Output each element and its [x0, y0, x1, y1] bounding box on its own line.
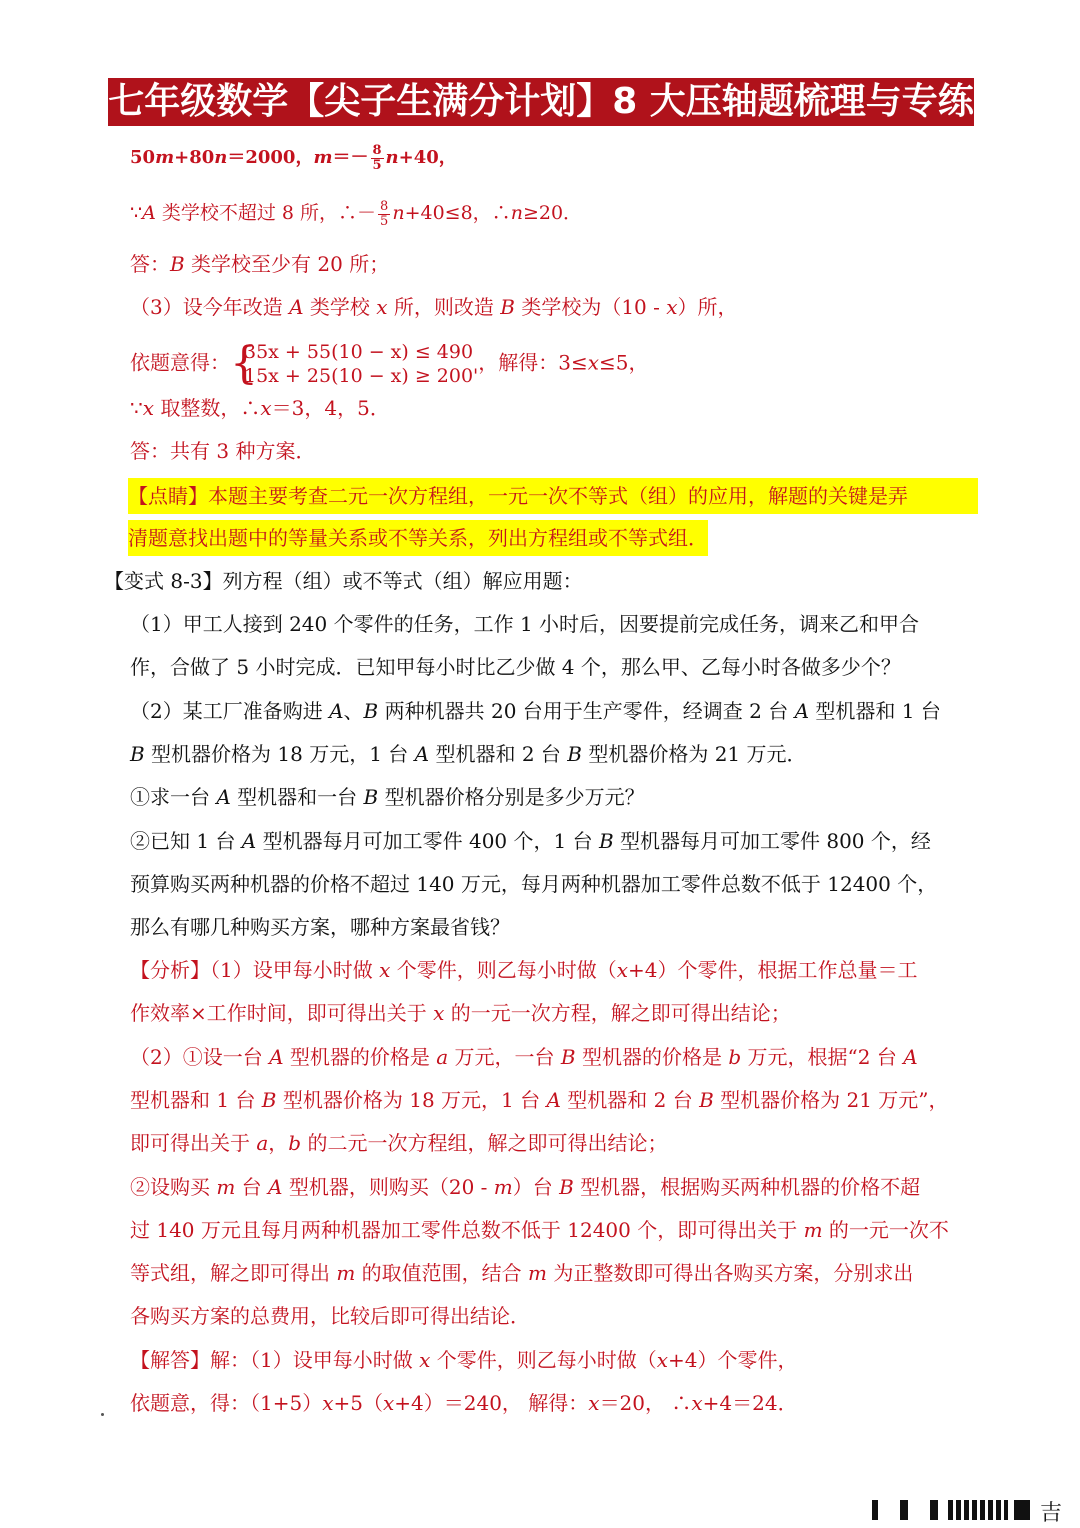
analysis-line-4: 型机器和 1 台 B 型机器价格为 18 万元，1 台 A 型机器和 2 台 B 型机器价格为 21 万元”， [130, 1088, 949, 1112]
solution-line-5: 依题意得： { 35x + 55(10 − x) ≤ 490 15x + 25(10 − x) ≥ 200' ，解得：3≤x≤5， [130, 338, 649, 389]
analysis-line-2: 作效率×工作时间，即可得出关于 x 的一元一次方程，解之即可得出结论； [130, 1001, 791, 1025]
watermark-bar [872, 1500, 878, 1520]
watermark-bar [948, 1500, 1008, 1520]
stray-mark [101, 1413, 104, 1416]
answer-line-2: 依题意，得：（1+5）x+5（x+4）＝240， 解得：x＝20， ∴x+4＝24． [130, 1391, 798, 1415]
analysis-line-5: 即可得出关于 a，b 的二元一次方程组，解之即可得出结论； [130, 1131, 668, 1155]
analysis-line-6: ②设购买 m 台 A 型机器，则购买（20 - m）台 B 型机器，根据购买两种机器的价格不超 [130, 1175, 921, 1199]
question-2-line-1: （2）某工厂准备购进 A、B 两种机器共 20 台用于生产零件，经调查 2 台 A 型机器和 1 台 [130, 699, 941, 723]
answer-line-1: 【解答】解：（1）设甲每小时做 x 个零件，则乙每小时做（x+4）个零件， [130, 1348, 798, 1372]
bottom-watermark [872, 1500, 1063, 1526]
solution-line-4: （3）设今年改造 A 类学校 x 所，则改造 B 类学校为（10 - x）所， [130, 295, 738, 319]
question-1-line-2: 作，合做了 5 小时完成．已知甲每小时比乙少做 4 个，那么甲、乙每小时各做多少个？ [130, 655, 901, 679]
solution-line-1: 50m+80n＝2000，m＝－ $\frac{8}{5}$ n+40， [130, 142, 457, 173]
watermark-bar [930, 1500, 938, 1520]
solution-line-3: 答：B 类学校至少有 20 所； [130, 252, 390, 276]
analysis-line-8: 等式组，解之即可得出 m 的取值范围，结合 m 为正整数即可得出各购买方案，分别求出 [130, 1261, 914, 1285]
note-highlight-line-1: 【点睛】本题主要考查二元一次方程组，一元一次不等式（组）的应用，解题的关键是弄 [128, 478, 978, 514]
question-2-line-2: B 型机器价格为 18 万元，1 台 A 型机器和 2 台 B 型机器价格为 21 万元． [130, 742, 807, 766]
analysis-line-3: （2）①设一台 A 型机器的价格是 a 万元，一台 B 型机器的价格是 b 万元，根据“2 台 A [130, 1045, 918, 1069]
watermark-bar [1014, 1500, 1030, 1520]
fraction: $\frac{8}{5}$ [372, 142, 382, 173]
solution-line-7: 答：共有 3 种方案． [130, 439, 316, 463]
solution-line-6: ∵x 取整数，∴x＝3，4，5． [130, 396, 390, 420]
watermark-glyph-icon: 吉 [1040, 1501, 1063, 1526]
question-1-line-1: （1）甲工人接到 240 个零件的任务，工作 1 小时后，因要提前完成任务，调来乙和甲合 [130, 612, 920, 636]
fraction: $\frac{8}{5}$ [380, 198, 389, 229]
note-highlight-line-2: 清题意找出题中的等量关系或不等关系，列出方程组或不等式组． [128, 520, 708, 556]
inequality-system: { 35x + 55(10 − x) ≤ 490 15x + 25(10 − x) ≥ 200' [230, 338, 479, 389]
question-2b-line-2: 预算购买两种机器的价格不超过 140 万元，每月两种机器加工零件总数不低于 12400 个， [130, 872, 938, 896]
watermark-bar [900, 1500, 908, 1520]
variant-title: 【变式 8-3】列方程（组）或不等式（组）解应用题： [104, 569, 583, 593]
analysis-line-1: 【分析】（1）设甲每小时做 x 个零件，则乙每小时做（x+4）个零件，根据工作总量＝工 [130, 958, 918, 982]
solution-line-2: ∵A 类学校不超过 8 所，∴－ $\frac{8}{5}$ n+40≤8，∴n≥20． [130, 198, 583, 229]
analysis-line-9: 各购买方案的总费用，比较后即可得出结论． [130, 1304, 530, 1328]
analysis-line-7: 过 140 万元且每月两种机器加工零件总数不低于 12400 个，即可得出关于 m 的一元一次不 [130, 1218, 949, 1242]
question-2a: ①求一台 A 型机器和一台 B 型机器价格分别是多少万元？ [130, 785, 645, 809]
page-title: 七年级数学【尖子生满分计划】8 大压轴题梳理与专练 [108, 78, 974, 126]
question-2b-line-1: ②已知 1 台 A 型机器每月可加工零件 400 个，1 台 B 型机器每月可加工零件 800 个，经 [130, 829, 931, 853]
question-2b-line-3: 那么有哪几种购买方案，哪种方案最省钱？ [130, 915, 510, 939]
